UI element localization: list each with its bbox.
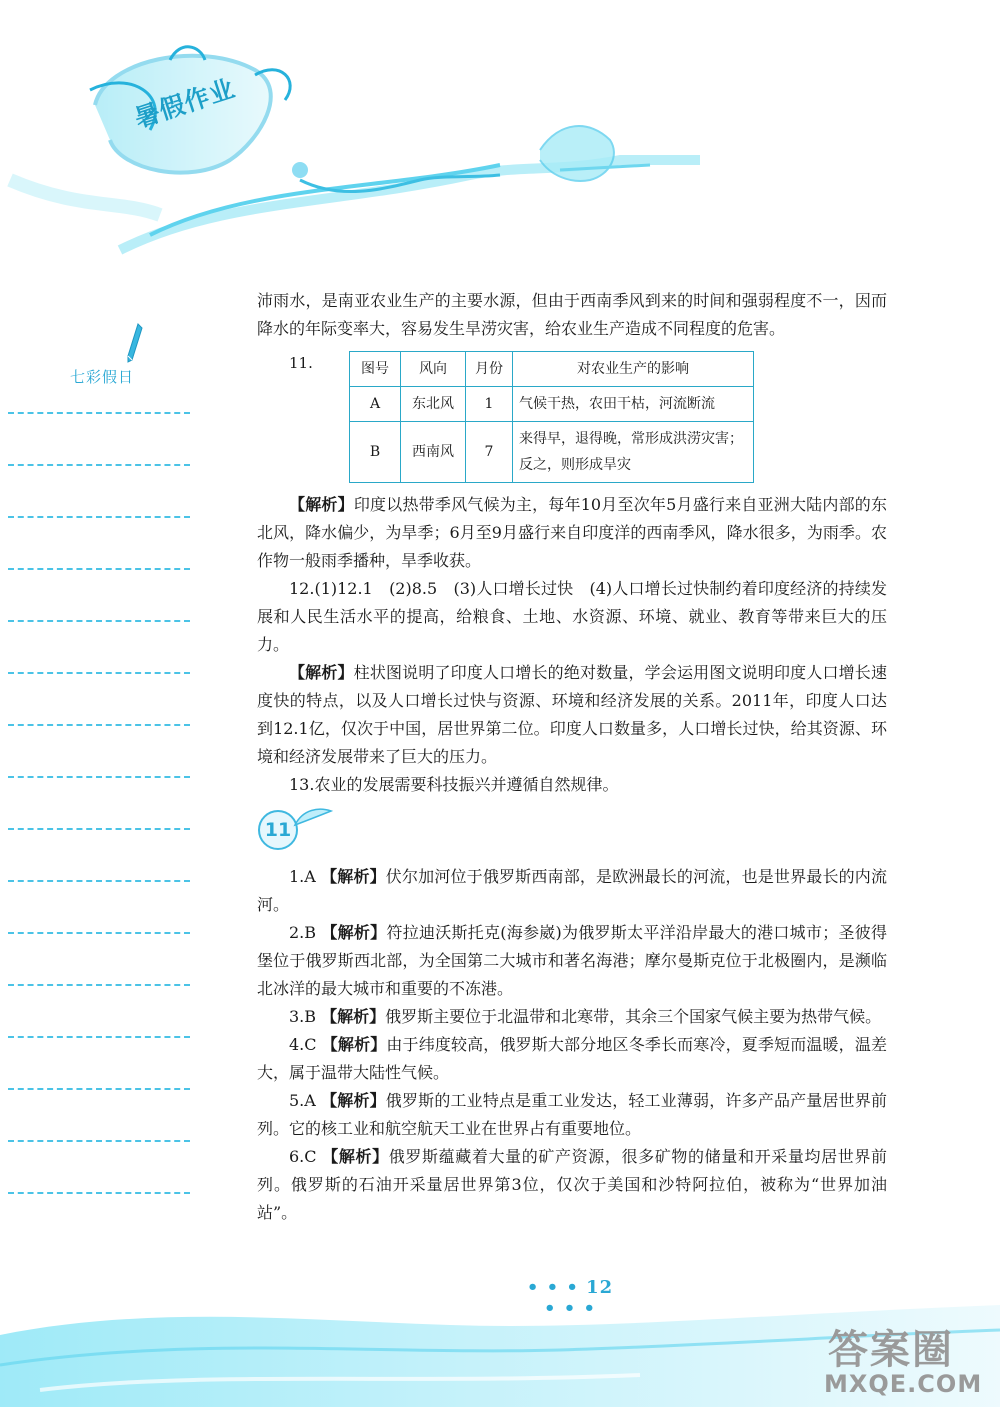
sidebar-brand: 七彩假日	[70, 368, 135, 386]
table-cell: 7	[466, 422, 513, 483]
table-cell: 西南风	[401, 422, 466, 483]
analysis-tag: 【解析】	[321, 867, 386, 886]
answer-prefix: 4.C	[289, 1035, 317, 1054]
note-line	[8, 412, 190, 414]
note-line	[8, 464, 190, 466]
table-header-cell: 月份	[466, 352, 513, 387]
answer-text: 俄罗斯蕴藏着大量的矿产资源，很多矿物的储量和开采量均居世界前列。俄罗斯的石油开采量居世界第3位，仅次于美国和沙特阿拉伯，被称为“世界加油站”。	[257, 1147, 887, 1222]
note-line	[8, 672, 190, 674]
note-line	[8, 1192, 190, 1194]
answer-text: 由于纬度较高，俄罗斯大部分地区冬季长而寒冷，夏季短而温暖，温差大，属于温带大陆性气候。	[257, 1035, 887, 1082]
watermark	[820, 1318, 990, 1408]
answer-item	[257, 1087, 887, 1143]
analysis-tag: 【解析】	[321, 1091, 386, 1110]
answer-prefix: 6.C	[289, 1147, 317, 1166]
note-line	[8, 776, 190, 778]
table-cell: 东北风	[401, 387, 466, 422]
analysis-text: 印度以热带季风气候为主，每年10月至次年5月盛行来自亚洲大陆内部的东北风，降水偏少，为旱季；6月至9月盛行来自印度洋的西南季风，降水很多，为雨季。农作物一般雨季播种，旱季收获。	[257, 495, 887, 570]
q12-analysis	[257, 659, 887, 771]
analysis-tag: 【解析】	[289, 663, 354, 682]
analysis-tag: 【解析】	[289, 495, 354, 514]
table-header-cell: 对农业生产的影响	[513, 352, 754, 387]
note-line	[8, 828, 190, 830]
leaf-icon	[293, 805, 333, 829]
unit-number: 11	[258, 810, 298, 850]
analysis-tag: 【解析】	[321, 1035, 387, 1054]
answer-prefix: 1.A	[289, 867, 316, 886]
analysis-tag: 【解析】	[321, 923, 387, 942]
analysis-text: 柱状图说明了印度人口增长的绝对数量，学会运用图文说明印度人口增长速度快的特点，以及人口增长过快与资源、环境和经济发展的关系。2011年，印度人口达到12.1亿，仅次于中国，居世界第二位。印度人口数量多，人口增长过快，给其资源、环境和经济发展带来了巨大的压力。	[257, 663, 887, 766]
answer-prefix: 5.A	[289, 1091, 316, 1110]
q11-analysis	[257, 491, 887, 575]
note-line	[8, 880, 190, 882]
table-cell: 1	[466, 387, 513, 422]
note-line	[8, 1140, 190, 1142]
note-line	[8, 620, 190, 622]
intro-paragraph: 沛雨水，是南亚农业生产的主要水源，但由于西南季风到来的时间和强弱程度不一，因而降水的年际变率大，容易发生旱涝灾害，给农业生产造成不同程度的危害。	[257, 291, 887, 338]
table-header-cell: 图号	[350, 352, 401, 387]
answer-content	[257, 287, 887, 1227]
note-line	[8, 984, 190, 986]
note-line	[8, 568, 190, 570]
answer-text: 伏尔加河位于俄罗斯西南部，是欧洲最长的河流，也是世界最长的内流河。	[257, 867, 887, 914]
answer-prefix: 2.B	[289, 923, 317, 942]
table-row	[350, 387, 754, 422]
pen-icon	[124, 322, 144, 366]
answer-item	[257, 919, 887, 1003]
watermark-url: MXQE.COM	[824, 1370, 983, 1398]
analysis-tag: 【解析】	[321, 1007, 386, 1026]
answer-item	[257, 1003, 887, 1031]
answer-item	[257, 1143, 887, 1227]
table-cell: B	[350, 422, 401, 483]
note-line	[8, 932, 190, 934]
note-line	[8, 516, 190, 518]
answer-prefix: 3.B	[289, 1007, 317, 1026]
table-header-row	[350, 352, 754, 387]
answer-item	[257, 863, 887, 919]
answer-text: 俄罗斯主要位于北温带和北寒带，其余三个国家气候主要为热带气候。	[385, 1007, 882, 1026]
table-cell: 来得早，退得晚，常形成洪涝灾害；反之，则形成旱灾	[513, 422, 754, 483]
analysis-tag: 【解析】	[322, 1147, 389, 1166]
table-cell: 气候干热，农田干枯，河流断流	[513, 387, 754, 422]
note-line	[8, 1088, 190, 1090]
unit-badge	[257, 805, 887, 851]
page-number: • • • 12 • • •	[526, 1277, 614, 1319]
header-title: 暑假作业	[130, 73, 239, 134]
table-header-cell: 风向	[401, 352, 466, 387]
note-line	[8, 724, 190, 726]
table-cell: A	[350, 387, 401, 422]
answer-text: 俄罗斯的工业特点是重工业发达，轻工业薄弱，许多产品产量居世界前列。它的核工业和航空航天工业在世界占有重要地位。	[257, 1091, 887, 1138]
question-11	[257, 349, 887, 481]
note-line	[8, 1036, 190, 1038]
answer-text: 符拉迪沃斯托克(海参崴)为俄罗斯太平洋沿岸最大的港口城市；圣彼得堡位于俄罗斯西北部，为全国第二大城市和著名海港；摩尔曼斯克位于北极圈内，是濒临北冰洋的最大城市和重要的不冻港。	[257, 923, 887, 998]
question-number: 11.	[289, 354, 313, 372]
watermark-logo: 答案圈	[828, 1327, 954, 1373]
q12-answer: 12.(1)12.1 (2)8.5 (3)人口增长过快 (4)人口增长过快制约着印度经济的持续发展和人民生活水平的提高，给粮食、土地、水资源、环境、就业、教育等带来巨大的压力。	[257, 579, 887, 654]
monsoon-table	[349, 351, 754, 483]
table-row	[350, 422, 754, 483]
q13-answer: 13.农业的发展需要科技振兴并遵循自然规律。	[289, 775, 619, 794]
answer-item	[257, 1031, 887, 1087]
